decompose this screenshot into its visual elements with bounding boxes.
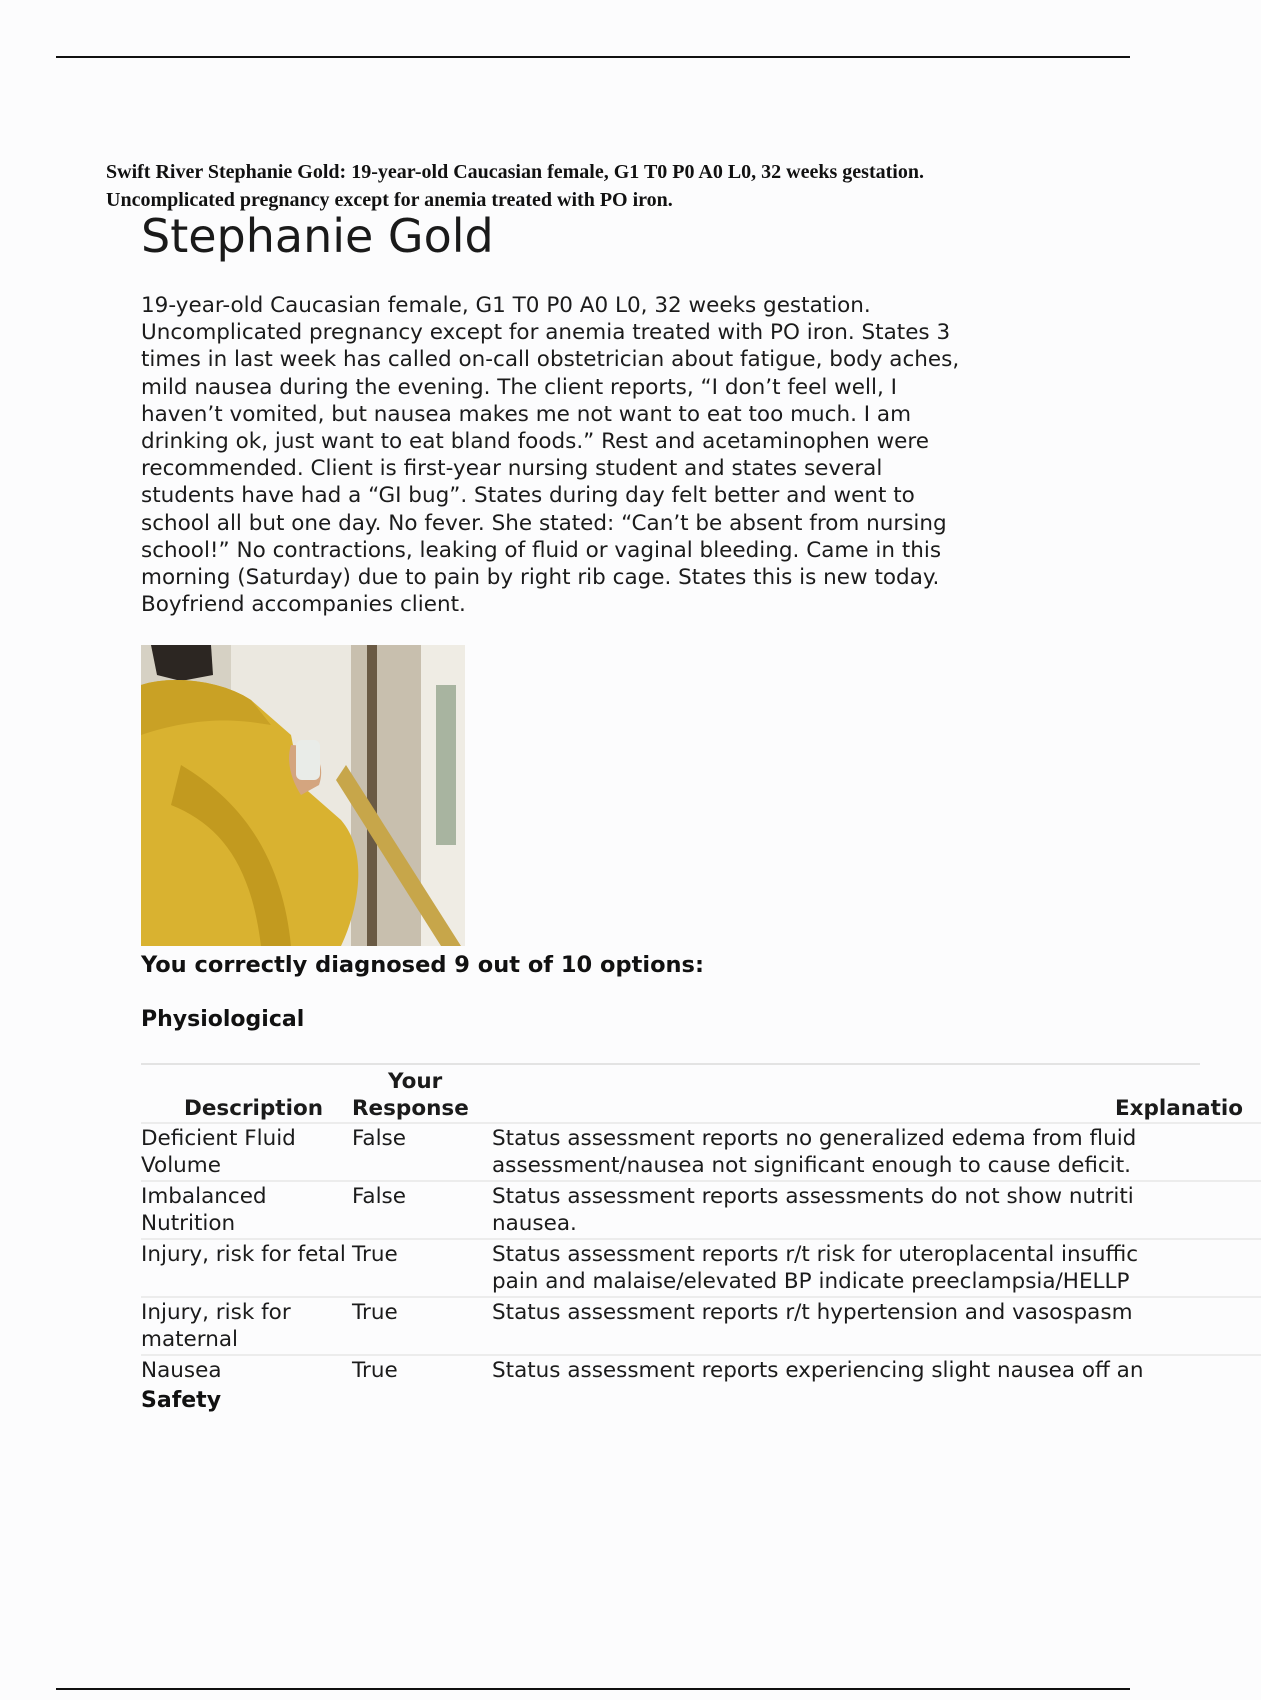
row-explanation: Status assessment reports experiencing slight nausea off an — [492, 1358, 1144, 1383]
row-response: True — [352, 1242, 398, 1267]
table-row — [141, 1181, 1261, 1239]
narrative-line: students have had a “GI bug”. States during day felt better and went to — [141, 483, 915, 509]
table-top-divider — [141, 1063, 1200, 1065]
header-response-line2: Response — [352, 1096, 469, 1121]
diagnosis-score: You correctly diagnosed 9 out of 10 options: — [141, 952, 704, 978]
header-explanation: Explanatio — [1114, 1096, 1243, 1121]
row-description: Injury, risk for maternal — [141, 1300, 291, 1352]
row-description: Injury, risk for fetal — [141, 1242, 346, 1267]
narrative-line: times in last week has called on-call obstetrician about fatigue, body aches, — [141, 347, 960, 373]
row-response: True — [352, 1358, 398, 1383]
narrative-line: Boyfriend accompanies client. — [141, 592, 466, 618]
row-explanation: Status assessment reports r/t risk for uteroplacental insuffic pain and malaise/elevated BP indicate preeclampsia/HELLP — [492, 1242, 1139, 1294]
summary-line-1: Swift River Stephanie Gold: 19-year-old Caucasian female, G1 T0 P0 A0 L0, 32 weeks gestation. — [106, 161, 924, 183]
case-title: Stephanie Gold — [141, 209, 494, 263]
narrative-line: recommended. Client is first-year nursing student and states several — [141, 456, 883, 482]
summary-line-2: Uncomplicated pregnancy except for anemia treated with PO iron. — [106, 189, 673, 211]
row-description: Deficient Fluid Volume — [141, 1126, 296, 1178]
table-header-row — [141, 1068, 1261, 1123]
narrative-line: morning (Saturday) due to pain by right rib cage. States this is new today. — [141, 565, 940, 591]
row-response: False — [352, 1126, 406, 1151]
table-row — [141, 1297, 1261, 1355]
header-description: Description — [183, 1096, 324, 1121]
table-row — [141, 1239, 1261, 1297]
header-your-response — [352, 1068, 492, 1123]
diagnosis-table — [141, 1068, 1261, 1385]
row-description: Nausea — [141, 1358, 222, 1383]
section-safety: Safety — [141, 1388, 222, 1413]
row-explanation: Status assessment reports r/t hypertension and vasospasm — [492, 1300, 1133, 1325]
row-description: Imbalanced Nutrition — [141, 1184, 267, 1236]
diagnosis-table-container — [141, 1063, 1243, 1393]
row-response: True — [352, 1300, 398, 1325]
narrative-line: drinking ok, just want to eat bland foods.” Rest and acetaminophen were — [141, 429, 929, 455]
header-response-line1: Your — [388, 1069, 443, 1094]
patient-photo — [141, 645, 465, 946]
row-explanation: Status assessment reports assessments do not show nutriti nausea. — [492, 1184, 1134, 1236]
narrative-line: 19-year-old Caucasian female, G1 T0 P0 A0 L0, 32 weeks gestation. — [141, 293, 871, 318]
document-summary-heading — [106, 158, 1146, 214]
narrative-line: Uncomplicated pregnancy except for anemia treated with PO iron. States 3 — [141, 320, 951, 346]
narrative-line: school!” No contractions, leaking of fluid or vaginal bleeding. Came in this — [141, 537, 942, 563]
top-rule — [56, 56, 1130, 58]
case-narrative — [141, 292, 1041, 618]
row-response: False — [352, 1184, 406, 1209]
narrative-line: school all but one day. No fever. She stated: “Can’t be absent from nursing — [141, 510, 947, 536]
narrative-line: haven’t vomited, but nausea makes me not want to eat too much. I am — [141, 401, 912, 427]
table-row — [141, 1355, 1261, 1385]
row-explanation: Status assessment reports no generalized edema from fluid assessment/nausea not significant enough to cause deficit. — [492, 1126, 1137, 1178]
table-row — [141, 1123, 1261, 1181]
narrative-line: mild nausea during the evening. The client reports, “I don’t feel well, I — [141, 374, 897, 400]
bottom-rule — [56, 1688, 1130, 1690]
section-physiological: Physiological — [141, 1007, 305, 1032]
